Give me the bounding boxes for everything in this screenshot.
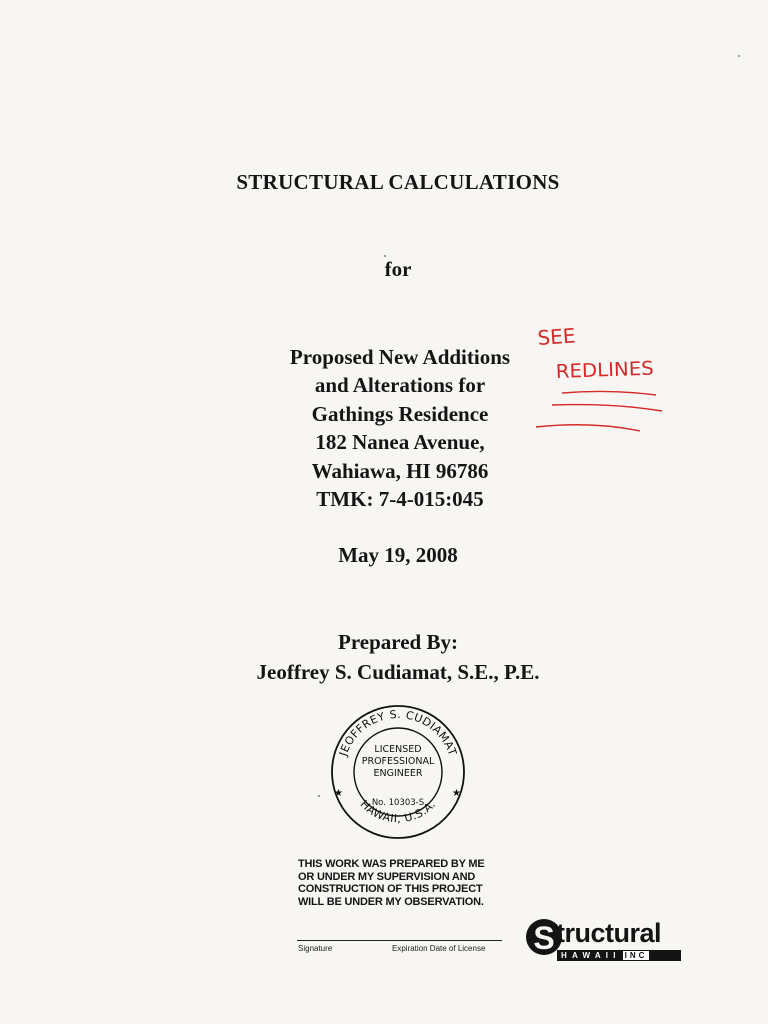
expiration-label: Expiration Date of License xyxy=(392,944,486,953)
seal-ring-top: JEOFFREY S. CUDIAMAT xyxy=(336,707,460,758)
annotation-line2: REDLINES xyxy=(555,357,651,383)
logo-wordmark: tructural xyxy=(556,918,662,948)
logo-sub: HAWAII xyxy=(561,951,621,960)
seal-number: No. 10303-S xyxy=(371,798,425,808)
annotation-line1: SEE xyxy=(536,323,577,350)
annotation-underline xyxy=(552,405,662,411)
for-label: for xyxy=(384,257,412,281)
scan-speck xyxy=(738,55,740,57)
signature-line xyxy=(297,940,502,941)
statement-line: WILL BE UNDER MY OBSERVATION. xyxy=(298,895,484,908)
preparer-name: Jeoffrey S. Cudiamat, S.E., P.E. xyxy=(256,660,540,684)
project-block xyxy=(250,343,550,513)
statement-line: CONSTRUCTION OF THIS PROJECT xyxy=(298,883,483,895)
project-line: 182 Nanea Avenue, xyxy=(315,430,485,455)
statement-line: OR UNDER MY SUPERVISION AND xyxy=(298,870,476,883)
project-line: Gathings Residence xyxy=(311,401,489,426)
seal-center-line: PROFESSIONAL xyxy=(361,756,435,767)
logo-subbar xyxy=(557,950,681,961)
project-line: and Alterations for xyxy=(314,373,486,398)
document-date: May 19, 2008 xyxy=(338,543,458,567)
supervision-statement xyxy=(298,858,528,908)
prepared-by-label: Prepared By: xyxy=(338,630,458,654)
scan-speck xyxy=(318,795,320,797)
annotation-underline xyxy=(562,391,656,395)
redline-annotation xyxy=(530,315,680,440)
seal-ring-bottom: HAWAII, U.S.A. xyxy=(357,797,439,826)
statement-line: THIS WORK WAS PREPARED BY ME xyxy=(298,858,485,870)
prepared-block xyxy=(14,627,768,687)
logo-inc: INC xyxy=(624,951,648,960)
project-line: Wahiawa, HI 96786 xyxy=(311,458,489,483)
project-line: TMK: 7-4-015:045 xyxy=(316,487,484,512)
project-line: Proposed New Additions xyxy=(289,345,511,369)
engineer-seal xyxy=(330,700,465,845)
document-title: STRUCTURAL CALCULATIONS xyxy=(236,170,560,194)
seal-star-icon: ★ xyxy=(334,788,343,799)
signature-label: Signature xyxy=(298,944,333,953)
logo-initial: S xyxy=(533,920,555,956)
seal-center-line: LICENSED xyxy=(374,744,422,755)
seal-star-icon: ★ xyxy=(452,788,461,799)
annotation-underline xyxy=(536,425,640,431)
seal-center-line: ENGINEER xyxy=(373,768,423,779)
scan-speck xyxy=(384,255,386,257)
